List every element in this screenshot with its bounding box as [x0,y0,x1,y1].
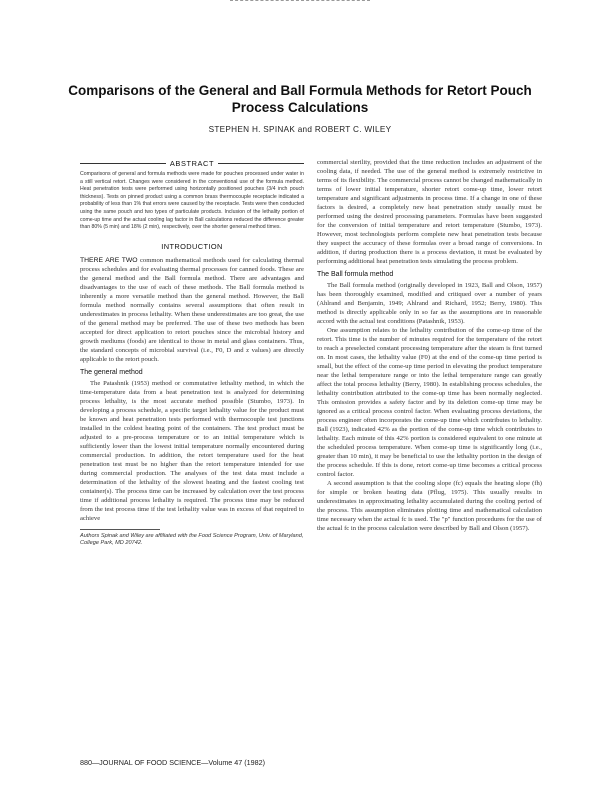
introduction-paragraph [80,256,304,364]
left-column [80,158,304,548]
introduction-text: common mathematical methods used for calculating thermal process schedules and for evaluating thermal processes for canned foods. These are the general method and the Ball formula method. There are advantages and disadvantages to the use of each of these methods. The Ball formula method is inherently a more versatile method than the general method. However, the Ball formula method normally contains several assumptions that often result in underestimates in process lethality. When these underestimates are too great, the use of the general method may be preferred. The use of these two methods has been accepted for direct application to retort pouches since the microbial history and growth mediums (foods) are identical to those in metal and glass containers. Thus, the standard concepts of microbial survival (i.e., F0, D and z values) are directly applicable to the retort pouch. [80,256,304,363]
scan-artifact [230,0,370,4]
general-method-heading: The general method [80,368,143,376]
ball-method-heading: The Ball formula method [317,271,394,278]
article-title: Comparisons of the General and Ball Formula Methods for Retort Pouch Process Calculations [68,83,532,115]
running-footer: 880—JOURNAL OF FOOD SCIENCE—Volume 47 (1982) [80,758,266,767]
ball-method-paragraph-2: One assumption relates to the lethality contribution of the come-up time of the retort. This time is the number of minutes required for the temperature of the retort to reach a preselected constant processing temperature after the steam is first turned on. In most cases, the lethality value (F0) at the end of the come-up time period is small, but the effect of the come-up time period in elevating the product temperature near the lethal temperature range or into the lethal temperature range can greatly affect the total process lethality (Berry, 1980). In establishing process schedules, the lethality contribution attributed to the come-up time has been normally neglected. This omission provides a safety factor and by its deletion come-up time may be ignored as a critical process control factor. When evaluating process deviations, the process engineer often incorporates the come-up time which contributes to lethality. Ball (1923), indicated 42% as the portion of the come-up time which contributes to lethality. Each minute of this 42% portion is considered equivalent to one minute at the scheduled process temperature. When come-up time is significantly long (i.e., greater than 10 min), it may be beneficial to use the lethality portion in the design of the process schedule. If this is done, retort come-up time becomes a critical process control factor. [317,327,542,478]
right-column [317,158,542,533]
rule-line [80,163,166,164]
abstract-heading-rule [80,158,304,168]
introduction-lead: THERE ARE TWO [80,256,138,264]
abstract-heading: ABSTRACT [169,158,215,168]
ball-method-paragraph-1: The Ball formula method (originally developed in 1923, Ball and Olson, 1957) has been thoroughly examined, modified and critiqued over a number of years (Ahlrand and Benjamin, 1949; Ahlrand and Richard, 1952; Berry, 1980). This method is directly applicable only in so far as the assumptions are in reasonable accord with the actual test conditions (Patashnik, 1953). [317,282,542,325]
footnote-rule [80,529,160,530]
article-authors: STEPHEN H. SPINAK and ROBERT C. WILEY [208,125,392,134]
continued-paragraph: commercial sterility, provided that the time reduction includes an adjustment of the cooling data, if needed. The use of the general method is extremely restrictive in terms of its flexibility. The commercial process cannot be changed mathematically in terms of lower initial temperature, shorter retort come-up time, lower retort temperature and significant adjustments in process time. If a change in one of these factors is desired, a completely new heat penetration study usually must be performed using the desired processing parameters. Formulas have been suggested for the conversion of initial temperature and retort temperature (Stumbo, 1973). However, most technologists perform complete new heat penetration tests because they suspect the accuracy of these formulas over a broad range of conversions. In addition, if during production there is a process deviation, it must be evaluated by performing additional heat penetration tests simulating the process problem. [317,159,542,265]
author-affiliation-footnote: Authors Spinak and Wiley are affiliated with the Food Science Program, Univ. of Maryland, College Park, MD 20742. [80,532,304,547]
general-method-paragraph: The Patashnik (1953) method or commutative lethality method, in which the time-temperature data from a heat penetration test is analyzed for determining process lethality, is the most accurate method possible (Stumbo, 1973). In developing a process schedule, a specific target lethality value for the product must be known and heat penetration tests performed with thermocouple test junctions installed in the coldest heating point of the containers. The test product must be adjusted to a pre-process temperature or to an initial temperature which is sufficiently lower than the lowest initial temperature normally encountered during commercial production. In addition, the retort temperature used for the heat penetration test must be no higher than the retort temperature intended for use during commercial production. The analyses of the test data must include a determination of the lethality of the slowest heating and the fastest cooling test container(s). The process time can be increased by calculation over the test process time if additional process lethality is required. The process time may be reduced from the test process time if the test lethality value was in excess of that required to achieve [80,379,304,522]
ball-method-paragraph-3: A second assumption is that the cooling slope (fc) equals the heating slope (fh) for simple or broken heating data (Pflug, 1975). This usually results in underestimates in approximating lethality accumulated during the cooling period of the process. This assumption eliminates plotting time and mathematical calculation time necessary when the actual fc is used. The "p" function procedures for the use of the actual fc in the process calculation were described by Ball and Olson (1957). [317,480,542,532]
introduction-heading: INTRODUCTION [161,241,223,251]
abstract-text: Comparisons of general and formula methods were made for pouches processed under water in a still vertical retort. Changes were considered in the conventional use of the formula method. Heat penetration tests were performed using horizontally positioned pouches (3/4 inch pouch thickness). Tests on pinned product using a common brass thermocouple receptacle indicated a probability of less than 1% that errors were caused by the receptacle. Tests were then conducted using the same pouch and two types of particulate products. Inclusion of the lethality portion of come-up time and the actual cooling lag factor in Ball calculations reduced the difference greater than 80% (5 min) and 18% (2 min), respectively, over the shorter general method times. [80,171,304,231]
rule-line [218,163,304,164]
